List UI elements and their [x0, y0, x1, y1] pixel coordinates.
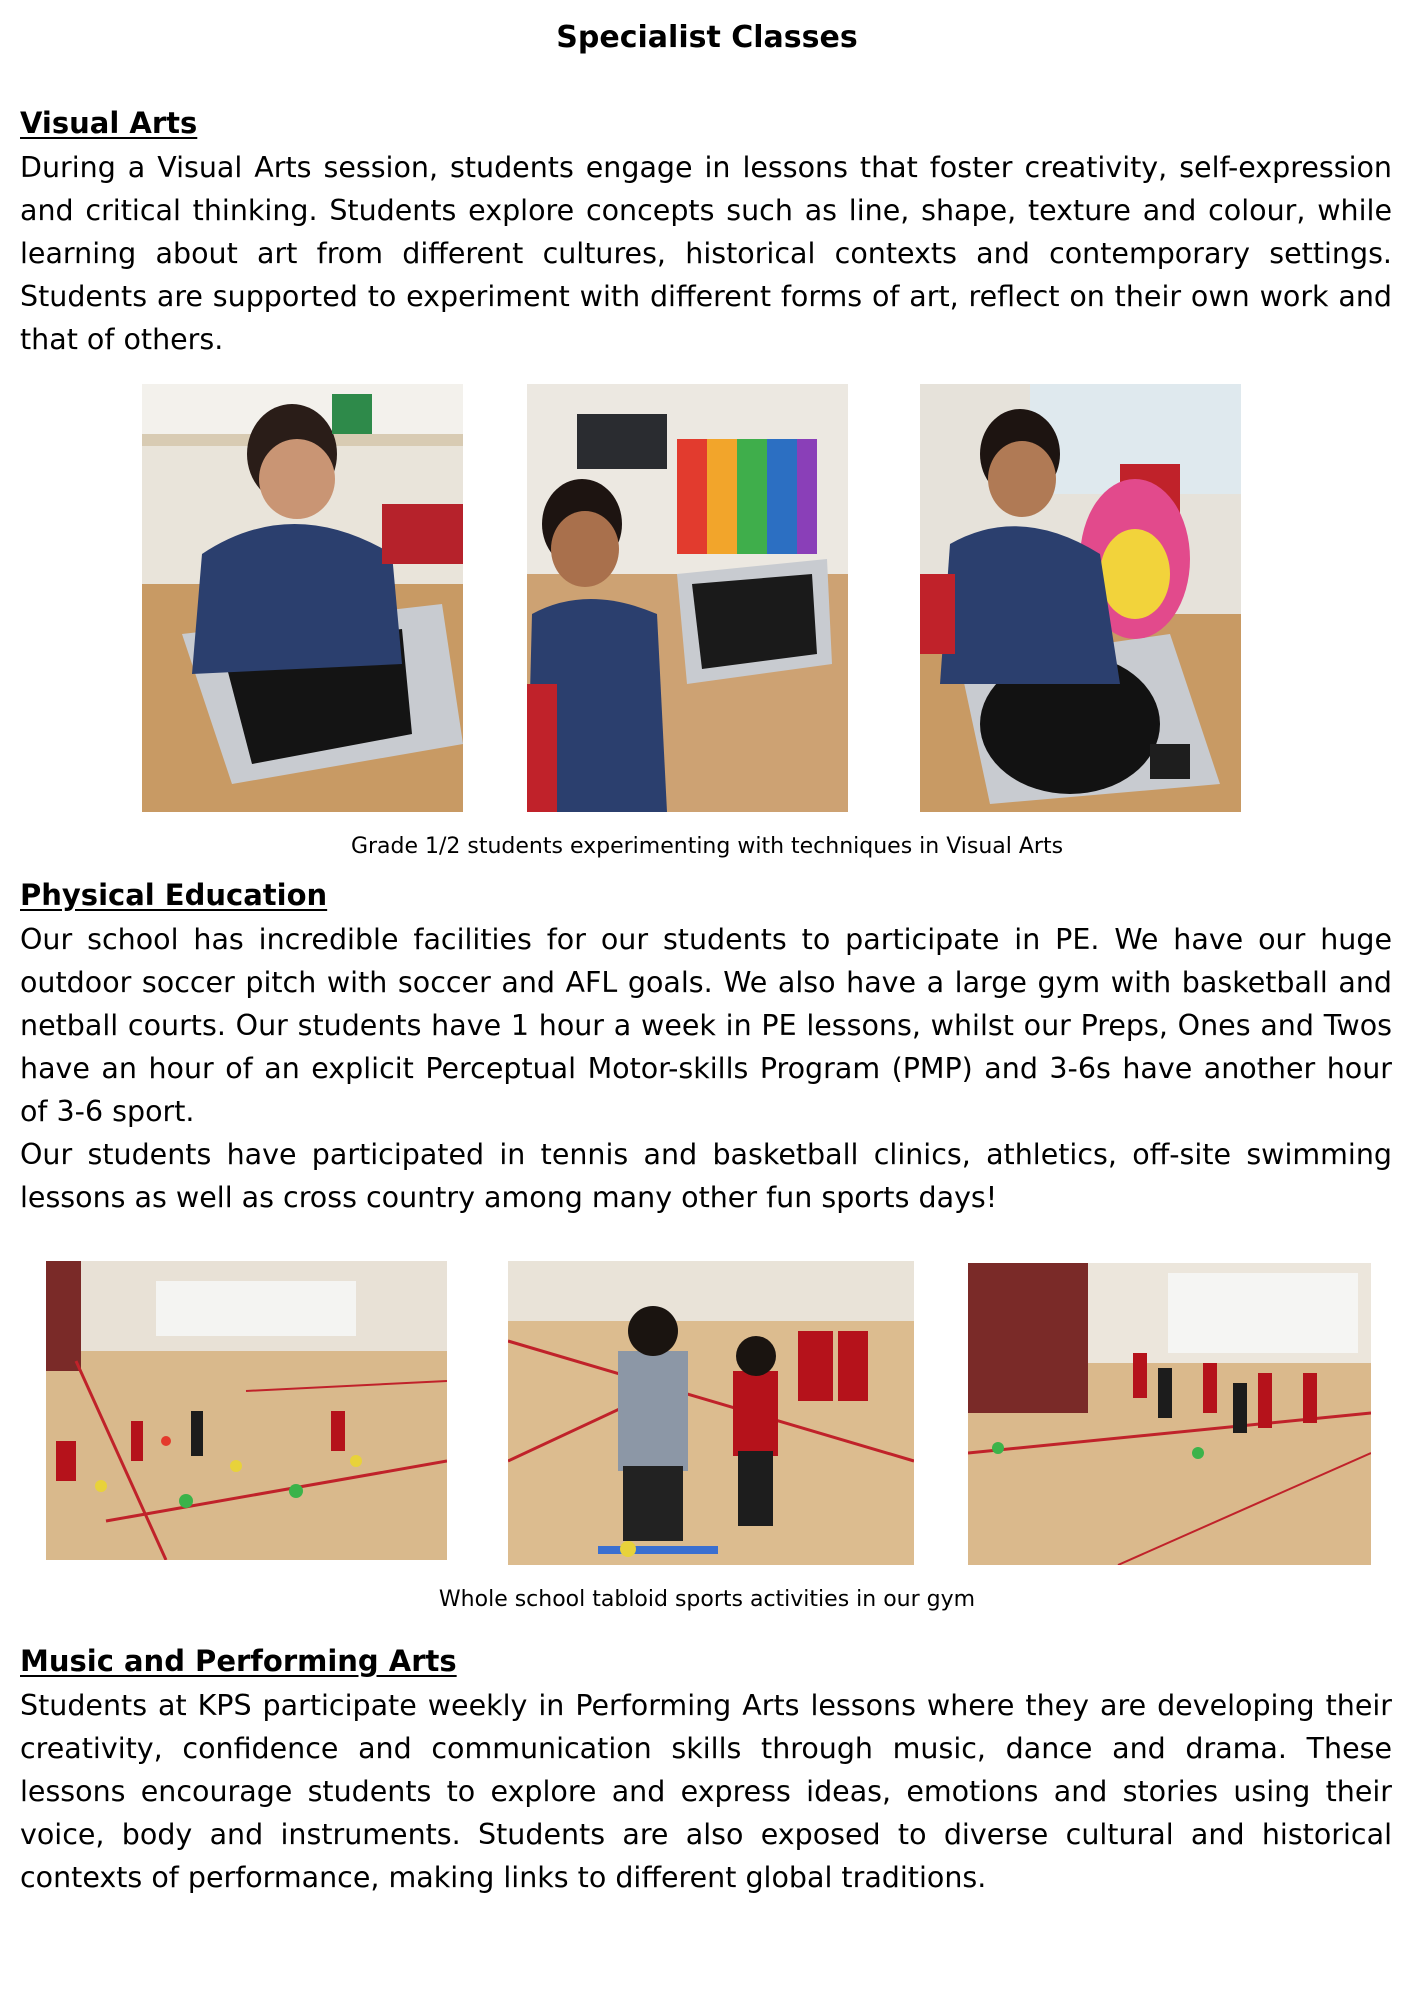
pe-photo-gym-cones: [46, 1261, 447, 1560]
physical-education-paragraph-1: Our school has incredible facilities for our students to participate in PE. We have our huge outdoor soccer pitch with soccer and AFL goals. We also have a large gym with basketball and netball courts. Our students have 1 hour a week in PE lessons, whilst our Preps, Ones and Twos have an hour of an explicit Perceptual Motor-skills Program (PMP) and 3-6s have another hour of 3-6 sport.: [20, 923, 1392, 1128]
visual-arts-photo-girl-scratch-art: [920, 384, 1241, 812]
pe-caption: Whole school tabloid sports activities in our gym: [438, 1587, 976, 1612]
visual-arts-caption: Grade 1/2 students experimenting with techniques in Visual Arts: [350, 834, 1064, 859]
physical-education-heading: Physical Education: [20, 878, 328, 912]
visual-arts-photo-girl-rainbow-art: [527, 384, 848, 812]
pe-photo-students-clapping: [508, 1261, 914, 1565]
physical-education-paragraph-2: Our students have participated in tennis and basketball clinics, athletics, off-site swimming lessons as well as cross country among many other fun sports days!: [20, 1138, 1392, 1214]
music-paragraph: Students at KPS participate weekly in Performing Arts lessons where they are developing their creativity, confidence and communication skills through music, dance and drama. These lessons encourage students to explore and express ideas, emotions and stories using their voice, body and instruments. Students are also exposed to diverse cultural and historical contexts of performance, making links to different global traditions.: [20, 1689, 1392, 1894]
visual-arts-photo-boy-painting: [142, 384, 463, 812]
visual-arts-paragraph: During a Visual Arts session, students engage in lessons that foster creativity, self-expression and critical thinking. Students explore concepts such as line, shape, texture and colour, while learning about art from different cultures, historical contexts and contemporary settings. Students are supported to experiment with different forms of art, reflect on their own work and that of others.: [20, 151, 1392, 356]
pe-photo-gym-activities: [968, 1263, 1371, 1565]
visual-arts-heading: Visual Arts: [20, 106, 198, 140]
music-heading: Music and Performing Arts: [20, 1644, 457, 1678]
page-title: Specialist Classes: [556, 20, 858, 55]
